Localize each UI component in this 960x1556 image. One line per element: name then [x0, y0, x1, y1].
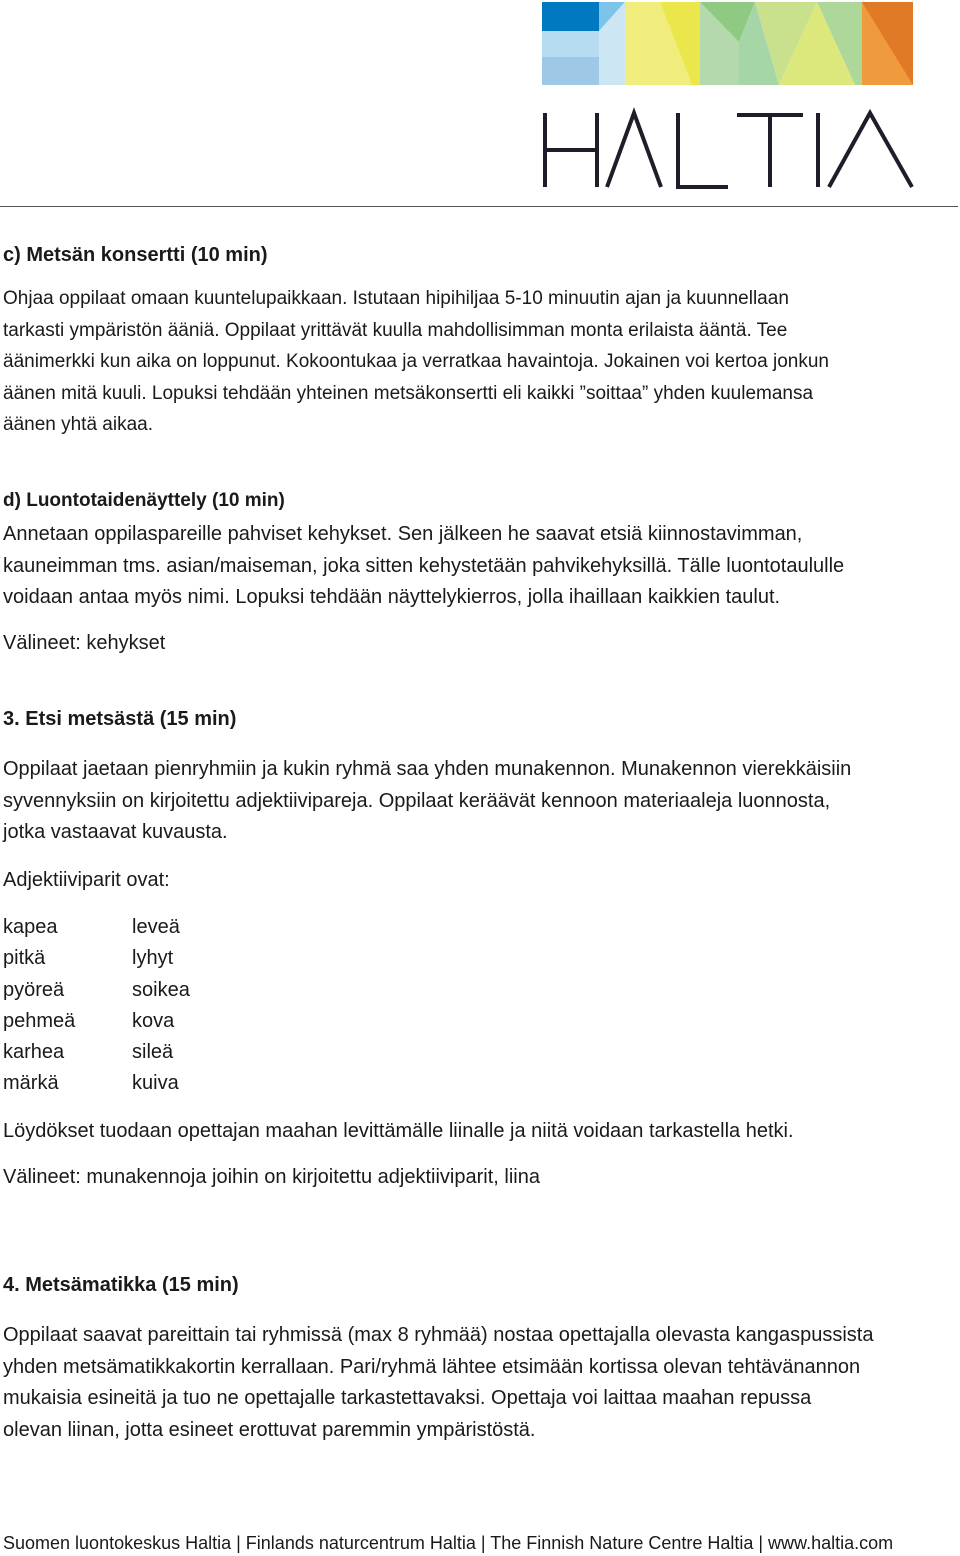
section-c-line: äänimerkki kun aika on loppunut. Kokoontukaa ja verratkaa havaintoja. Jokainen voi kertoa jonkun: [3, 351, 829, 372]
section-3-line: Oppilaat jaetaan pienryhmiin ja kukin ryhmä saa yhden munakennon. Munakennon vierekkäisiin: [3, 758, 852, 780]
adjective-left: märkä: [3, 1072, 59, 1095]
page-footer: Suomen luontokeskus Haltia | Finlands naturcentrum Haltia | The Finnish Nature Centre Haltia | www.haltia.com: [3, 1533, 894, 1553]
section-4-line: mukaisia esineitä ja tuo ne opettajalle tarkastettavaksi. Opettaja voi laittaa maahan repussa: [3, 1387, 812, 1409]
logo-color-shapes: [542, 2, 913, 85]
section-c-line: Ohjaa oppilaat omaan kuuntelupaikkaan. Istutaan hipihiljaa 5-10 minuutin ajan ja kuunnellaan: [3, 288, 789, 309]
section-d-line: kauneimman tms. asian/maiseman, joka sitten kehystetään pahvikehyksillä. Tälle luontotaululle: [3, 554, 845, 577]
adjective-left: pyöreä: [3, 978, 65, 1001]
logo-wordmark: [545, 113, 912, 187]
section-3-tools: Välineet: munakennoja joihin on kirjoitettu adjektiiviparit, liina: [3, 1166, 540, 1188]
section-c-line: tarkasti ympäristön ääniä. Oppilaat yrittävät kuulla mahdollisimman monta erilaista ääntä. Tee: [3, 319, 788, 341]
adjective-right: kova: [132, 1009, 175, 1032]
section-3-line: jotka vastaavat kuvausta.: [3, 821, 228, 843]
section-c-title: c) Metsän konsertti (10 min): [3, 244, 268, 266]
adjective-pairs-label: Adjektiiviparit ovat:: [3, 869, 170, 891]
adjective-right: lyhyt: [132, 947, 174, 970]
adjective-right: soikea: [132, 978, 190, 1001]
section-4-title: 4. Metsämatikka (15 min): [3, 1274, 239, 1296]
adjective-right: kuiva: [132, 1072, 179, 1095]
adjective-pair-row: [3, 912, 190, 943]
adjective-pair-row: [3, 975, 190, 1006]
adjective-left: kapea: [3, 916, 58, 938]
section-3-after: Löydökset tuodaan opettajan maahan levittämälle liinalle ja niitä voidaan tarkastella hetki.: [3, 1120, 794, 1142]
section-d-line: voidaan antaa myös nimi. Lopuksi tehdään näyttelykierros, jolla ihaillaan kaikkien taulut.: [3, 586, 781, 608]
section-4-line: Oppilaat saavat pareittain tai ryhmissä (max 8 ryhmää) nostaa opettajalla olevasta kangaspussista: [3, 1324, 874, 1346]
section-3-title: 3. Etsi metsästä (15 min): [3, 708, 237, 730]
section-c-line: äänen mitä kuuli. Lopuksi tehdään yhteinen metsäkonsertti eli kaikki ”soittaa” yhden kuulemansa: [3, 382, 814, 404]
section-4-line: olevan liinan, jotta esineet erottuvat paremmin ympäristöstä.: [3, 1418, 536, 1441]
section-d-title: d) Luontotaidenäyttely (10 min): [3, 490, 285, 511]
section-4-line: yhden metsämatikkakortin kerrallaan. Pari/ryhmä lähtee etsimään kortissa olevan tehtävänannon: [3, 1355, 861, 1378]
adjective-left: pitkä: [3, 947, 46, 970]
adjective-pair-row: [3, 943, 190, 974]
header-divider: [0, 206, 958, 207]
adjective-pair-row: [3, 1037, 190, 1068]
section-3-line: syvennyksiin on kirjoitettu adjektiivipareja. Oppilaat keräävät kennoon materiaaleja luonnosta,: [3, 789, 831, 812]
adjective-left: karhea: [3, 1041, 65, 1064]
adjective-pair-row: [3, 1068, 190, 1099]
adjective-left: pehmeä: [3, 1009, 76, 1032]
adjective-right: leveä: [132, 916, 180, 938]
adjective-pair-row: [3, 1006, 190, 1037]
section-c-line: äänen yhtä aikaa.: [3, 414, 154, 435]
section-d-tools: Välineet: kehykset: [3, 632, 166, 654]
haltia-logo: [540, 0, 920, 192]
adjective-pairs-table: [3, 912, 190, 1100]
section-d-line: Annetaan oppilaspareille pahviset kehykset. Sen jälkeen he saavat etsiä kiinnostavimman,: [3, 523, 803, 545]
adjective-right: sileä: [132, 1041, 174, 1064]
